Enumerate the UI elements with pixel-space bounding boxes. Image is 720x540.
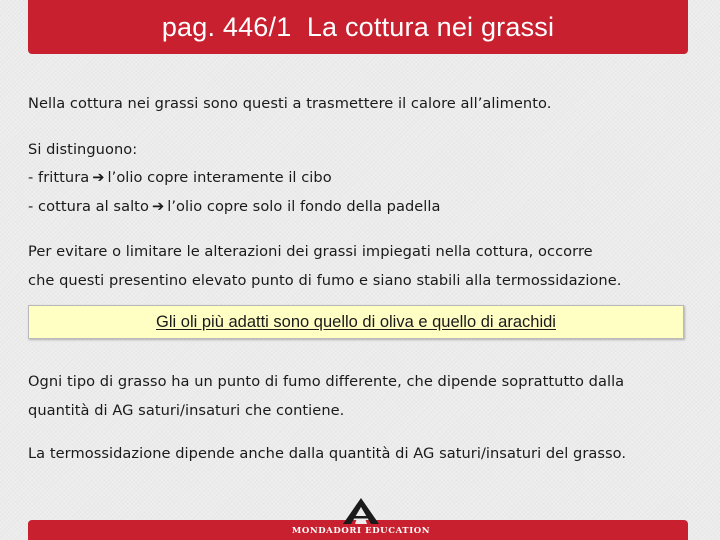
thermo-oxidation-text: La termossidazione dipende anche dalla quantità di AG saturi/insaturi del grasso. [28, 445, 627, 462]
smoke-point-text-line-1: Ogni tipo di grasso ha un punto di fumo differente, che dipende soprattutto dalla [28, 373, 625, 390]
highlight-text: Gli oli più adatti sono quello di oliva e quello di arachidi [156, 312, 556, 331]
arrow-icon: ➔ [151, 198, 165, 215]
method-description: l’olio copre solo il fondo della padella [167, 198, 441, 215]
distinguish-label: Si distinguono: [28, 141, 138, 158]
mondadori-logo [288, 497, 434, 540]
method-description: l’olio copre interamente il cibo [107, 169, 332, 186]
method-term: cottura al salto [38, 198, 149, 215]
mondadori-a-logo-icon [341, 497, 381, 525]
intro-text: Nella cottura nei grassi sono questi a trasmettere il calore all’alimento. [28, 95, 552, 112]
method-item-frittura [28, 169, 332, 186]
logo-text: MONDADORI EDUCATION [291, 526, 431, 536]
page-title: pag. 446/1 La cottura nei grassi [161, 11, 555, 42]
title-bar [28, 0, 688, 54]
alteration-text-line-2: che questi presentino elevato punto di fumo e siano stabili alla termossidazione. [28, 272, 622, 289]
highlight-box [28, 305, 684, 339]
alteration-text-line-1: Per evitare o limitare le alterazioni dei grassi impiegati nella cottura, occorre [28, 243, 593, 260]
bullet-prefix: - [28, 169, 39, 186]
method-item-cottura-al-salto [28, 198, 441, 215]
method-term: frittura [38, 169, 90, 186]
bullet-prefix: - [28, 198, 39, 215]
smoke-point-text-line-2: quantità di AG saturi/insaturi che contiene. [28, 402, 345, 419]
arrow-icon: ➔ [92, 169, 105, 186]
